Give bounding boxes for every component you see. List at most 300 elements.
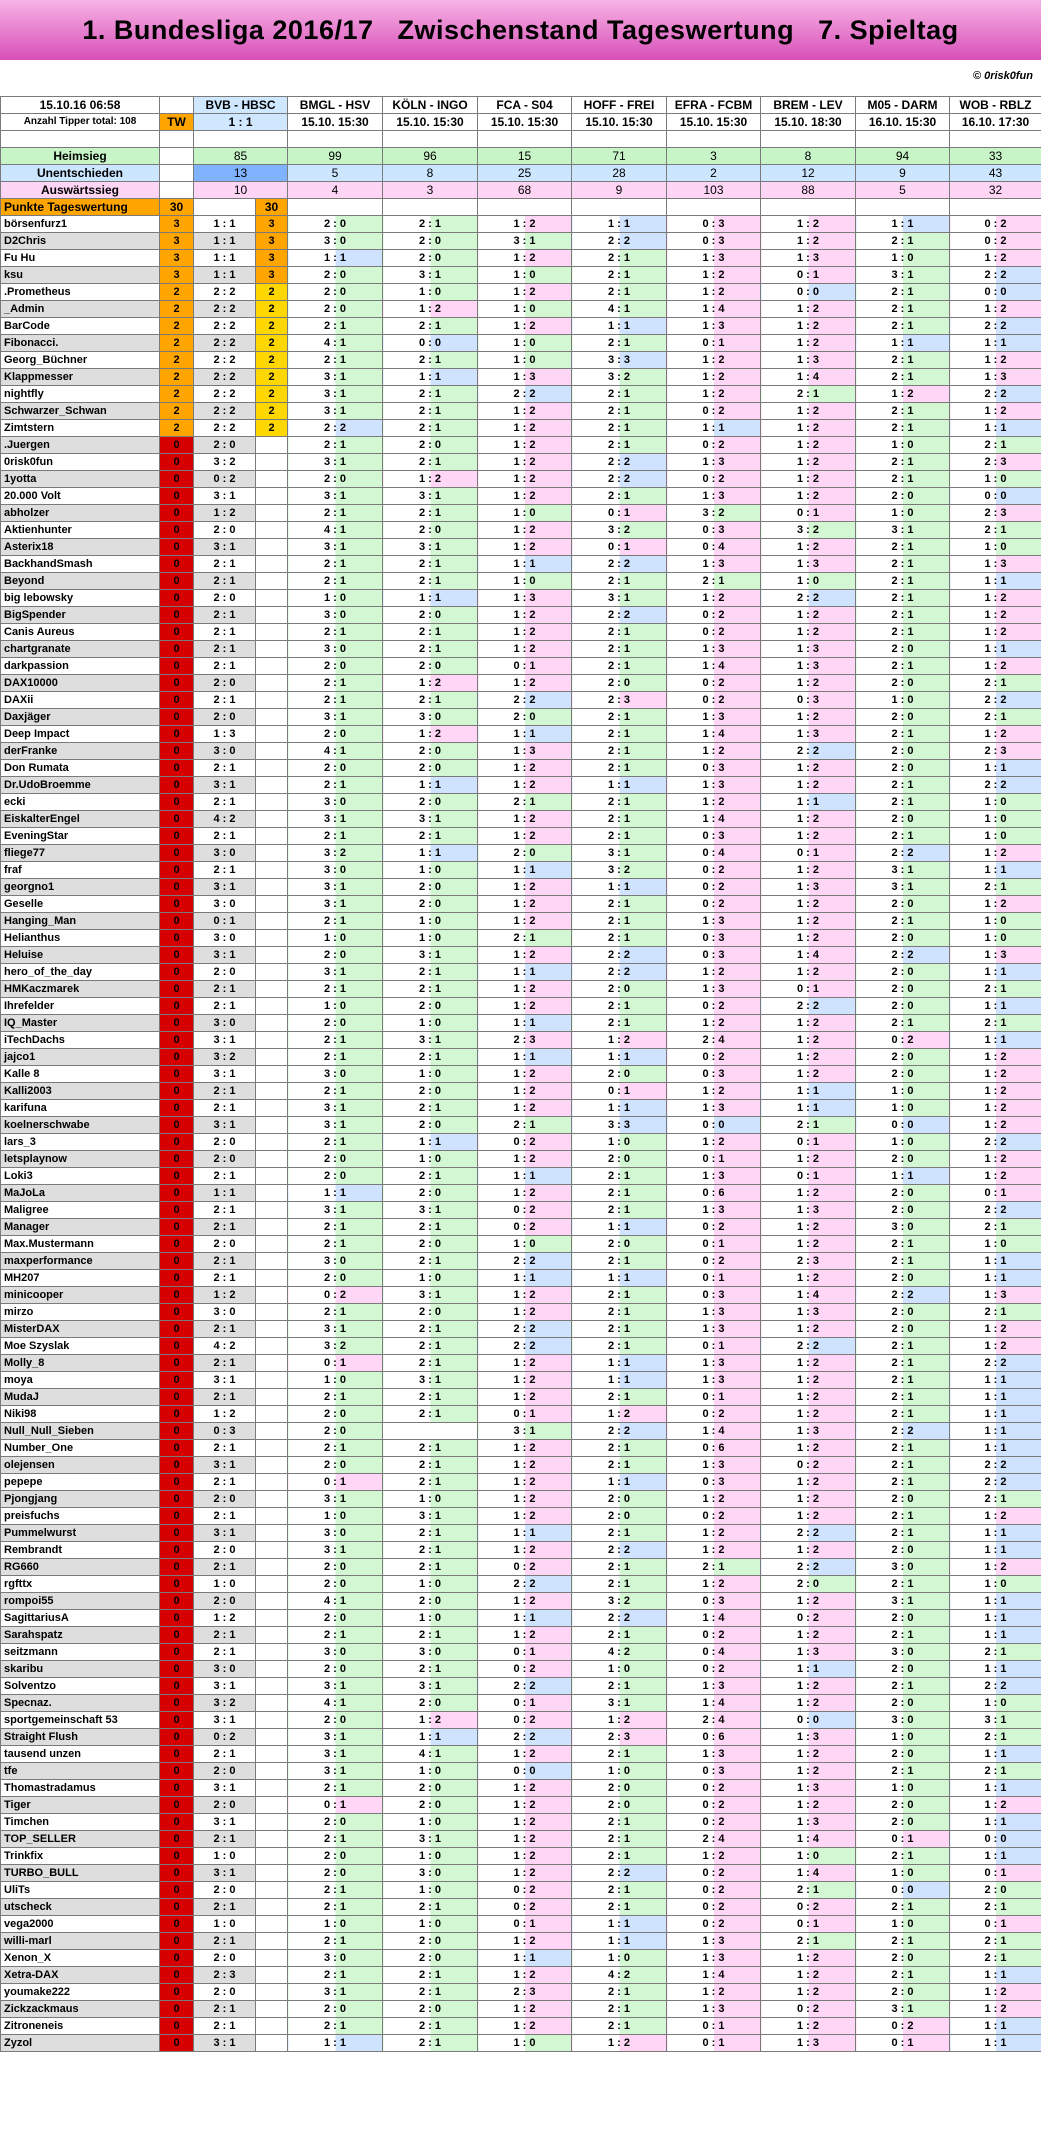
stat-label-unent: Unentschieden	[1, 165, 160, 182]
match-tip: 1 : 1	[572, 1049, 667, 1066]
match-tip: 1 : 2	[478, 454, 572, 471]
match-tip: 1 : 2	[478, 1151, 572, 1168]
match-tip: 2 : 1	[950, 1899, 1041, 1916]
match-tip: 0 : 2	[856, 1032, 950, 1049]
tw-points: 0	[160, 1134, 194, 1151]
match-tip: 2 : 0	[383, 658, 478, 675]
match-tip: 2 : 1	[383, 1355, 478, 1372]
tw-points: 0	[160, 1559, 194, 1576]
match-tip: 1 : 2	[478, 1304, 572, 1321]
bvb-points	[256, 845, 288, 862]
match-tip: 1 : 1	[572, 777, 667, 794]
match-tip: 1 : 0	[383, 1814, 478, 1831]
tw-points: 0	[160, 505, 194, 522]
match-tip: 1 : 0	[383, 913, 478, 930]
match-tip: 0 : 2	[950, 233, 1041, 250]
bvb-points: 3	[256, 216, 288, 233]
bvb-points: 2	[256, 420, 288, 437]
match-tip: 2 : 0	[383, 1933, 478, 1950]
match-tip: 2 : 1	[856, 1678, 950, 1695]
match-tip: 2 : 1	[856, 1406, 950, 1423]
match-tip: 1 : 2	[761, 488, 856, 505]
match-tip: 1 : 1	[572, 1355, 667, 1372]
match-tip: 2 : 0	[383, 437, 478, 454]
bvb-points	[256, 1865, 288, 1882]
bvb-points	[256, 1372, 288, 1389]
match-tip: 0 : 2	[667, 437, 761, 454]
tw-points: 0	[160, 981, 194, 998]
match-tip: 1 : 2	[478, 318, 572, 335]
bvb-tip: 2 : 1	[194, 1100, 256, 1117]
match-tip: 1 : 2	[761, 964, 856, 981]
match-tip: 1 : 2	[478, 2001, 572, 2018]
match-tip: 0 : 1	[667, 335, 761, 352]
match-tip: 0 : 0	[856, 1117, 950, 1134]
match-tip: 2 : 0	[288, 1661, 383, 1678]
bvb-tip: 2 : 1	[194, 556, 256, 573]
tipper-name: Tiger	[1, 1797, 160, 1814]
stat-heimsieg-6: 8	[761, 148, 856, 165]
bvb-tip: 2 : 0	[194, 522, 256, 539]
match-tip: 1 : 4	[761, 1865, 856, 1882]
table-row	[1, 743, 1041, 760]
match-tip: 1 : 3	[761, 1729, 856, 1746]
tipper-name: Dr.UdoBroemme	[1, 777, 160, 794]
match-tip: 2 : 1	[572, 1015, 667, 1032]
match-tip: 2 : 1	[572, 709, 667, 726]
bvb-points	[256, 1185, 288, 1202]
table-row	[1, 1678, 1041, 1695]
bvb-tip: 2 : 0	[194, 437, 256, 454]
match-tip: 1 : 2	[761, 709, 856, 726]
bvb-tip: 2 : 1	[194, 760, 256, 777]
match-tip: 2 : 1	[572, 1627, 667, 1644]
match-tip: 2 : 3	[478, 1032, 572, 1049]
match-tip: 2 : 2	[856, 845, 950, 862]
match-tip: 0 : 2	[667, 1882, 761, 1899]
match-tip: 3 : 1	[856, 522, 950, 539]
bvb-tip: 3 : 1	[194, 2035, 256, 2052]
bvb-tip: 2 : 0	[194, 1984, 256, 2001]
match-tip: 1 : 2	[950, 624, 1041, 641]
match-tip: 1 : 2	[761, 403, 856, 420]
bvb-points	[256, 1950, 288, 1967]
match-tip: 3 : 1	[572, 845, 667, 862]
match-tip: 2 : 1	[856, 471, 950, 488]
stat-heimsieg-1: 99	[288, 148, 383, 165]
match-tip: 2 : 1	[950, 981, 1041, 998]
bvb-tip: 2 : 1	[194, 1644, 256, 1661]
match-tip: 2 : 1	[383, 216, 478, 233]
table-row	[1, 1865, 1041, 1882]
match-tip: 3 : 0	[383, 1865, 478, 1882]
match-tip: 1 : 2	[761, 760, 856, 777]
match-tip: 2 : 0	[856, 811, 950, 828]
match-tip: 1 : 2	[478, 828, 572, 845]
match-tip: 1 : 3	[667, 709, 761, 726]
match-tip: 1 : 1	[478, 726, 572, 743]
stat-label-heimsieg: Heimsieg	[1, 148, 160, 165]
bvb-points	[256, 1627, 288, 1644]
match-tip: 2 : 0	[383, 1185, 478, 1202]
match-tip: 3 : 1	[383, 1372, 478, 1389]
match-tip: 0 : 2	[950, 216, 1041, 233]
match-tip: 2 : 1	[667, 573, 761, 590]
tw-points: 0	[160, 1525, 194, 1542]
table-row	[1, 862, 1041, 879]
match-tip: 2 : 0	[383, 233, 478, 250]
table-row	[1, 1219, 1041, 1236]
bvb-tip: 1 : 0	[194, 1916, 256, 1933]
match-tip: 2 : 1	[856, 1627, 950, 1644]
match-tip: 2 : 2	[572, 454, 667, 471]
tipper-name: Pjongjang	[1, 1491, 160, 1508]
match-tip: 2 : 1	[856, 913, 950, 930]
match-tip: 2 : 4	[667, 1032, 761, 1049]
tipper-name: Niki98	[1, 1406, 160, 1423]
match-tip: 0 : 0	[950, 1831, 1041, 1848]
match-tip: 2 : 2	[950, 1474, 1041, 1491]
match-tip: 1 : 4	[667, 811, 761, 828]
table-row	[1, 1185, 1041, 1202]
match-tip: 0 : 2	[667, 862, 761, 879]
match-tip: 1 : 2	[478, 879, 572, 896]
tw-points: 3	[160, 216, 194, 233]
match-tip: 2 : 1	[572, 1287, 667, 1304]
match-tip: 2 : 1	[288, 1933, 383, 1950]
match-5: EFRA - FCBM	[667, 97, 761, 114]
bvb-points	[256, 1967, 288, 1984]
match-tip: 2 : 1	[856, 1508, 950, 1525]
match-tip: 2 : 0	[288, 1457, 383, 1474]
bvb-tip: 2 : 0	[194, 1797, 256, 1814]
match-tip: 2 : 1	[572, 437, 667, 454]
punkte-bvb: 30	[256, 199, 288, 216]
match-tip: 0 : 2	[667, 1814, 761, 1831]
bvb-points: 2	[256, 318, 288, 335]
bvb-points	[256, 794, 288, 811]
match-tip: 1 : 2	[950, 1066, 1041, 1083]
match-tip: 0 : 2	[478, 1559, 572, 1576]
tw-points: 0	[160, 1933, 194, 1950]
match-tip: 1 : 3	[667, 1304, 761, 1321]
match-tip: 2 : 1	[288, 437, 383, 454]
match-tip: 2 : 2	[572, 1610, 667, 1627]
match-tip: 1 : 2	[478, 981, 572, 998]
tw-points: 0	[160, 1491, 194, 1508]
tipper-name: Timchen	[1, 1814, 160, 1831]
tipper-name: börsenfurz1	[1, 216, 160, 233]
match-tip: 2 : 1	[856, 301, 950, 318]
bvb-points	[256, 641, 288, 658]
match-tip: 2 : 0	[856, 488, 950, 505]
match-tip: 2 : 1	[572, 658, 667, 675]
table-row	[1, 1644, 1041, 1661]
match-tip: 2 : 1	[856, 1457, 950, 1474]
match-tip: 3 : 1	[288, 1763, 383, 1780]
match-tip: 1 : 2	[667, 284, 761, 301]
bvb-tip: 1 : 1	[194, 250, 256, 267]
match-tip: 1 : 2	[761, 777, 856, 794]
match-tip: 0 : 2	[667, 1797, 761, 1814]
bvb-tip: 2 : 1	[194, 1559, 256, 1576]
table-row	[1, 930, 1041, 947]
table-row	[1, 1491, 1041, 1508]
match-tip: 2 : 2	[478, 386, 572, 403]
bvb-points	[256, 709, 288, 726]
bvb-points	[256, 1491, 288, 1508]
table-row	[1, 369, 1041, 386]
match-tip: 1 : 2	[761, 1219, 856, 1236]
bvb-points: 3	[256, 233, 288, 250]
match-tip: 1 : 2	[478, 1814, 572, 1831]
match-tip: 2 : 3	[572, 1729, 667, 1746]
tipper-name: Maligree	[1, 1202, 160, 1219]
match-tip: 2 : 2	[950, 1134, 1041, 1151]
bvb-points	[256, 1083, 288, 1100]
bvb-tip: 3 : 1	[194, 1814, 256, 1831]
match-tip: 2 : 1	[572, 828, 667, 845]
tipper-name: Fu Hu	[1, 250, 160, 267]
tipper-name: Loki3	[1, 1168, 160, 1185]
stat-heimsieg-7: 94	[856, 148, 950, 165]
match-tip: 2 : 0	[572, 1151, 667, 1168]
bvb-points	[256, 1338, 288, 1355]
match-tip: 2 : 1	[856, 1355, 950, 1372]
match-tip: 1 : 1	[950, 1967, 1041, 1984]
match-tip: 1 : 3	[667, 1950, 761, 1967]
match-tip: 0 : 2	[667, 1406, 761, 1423]
bvb-points: 2	[256, 352, 288, 369]
match-tip: 1 : 2	[667, 1015, 761, 1032]
match-tip: 1 : 1	[856, 1168, 950, 1185]
match-tip: 3 : 1	[288, 896, 383, 913]
tw-points: 0	[160, 1117, 194, 1134]
tipper-name: moya	[1, 1372, 160, 1389]
bvb-points	[256, 1593, 288, 1610]
match-tip: 0 : 1	[572, 1083, 667, 1100]
match-tip: 2 : 1	[572, 641, 667, 658]
match-tip: 0 : 1	[761, 981, 856, 998]
tw-points: 0	[160, 726, 194, 743]
match-tip: 0 : 2	[478, 1712, 572, 1729]
match-tip: 2 : 1	[856, 590, 950, 607]
tw-points: 2	[160, 403, 194, 420]
match-tip: 0 : 1	[667, 1270, 761, 1287]
match-tip: 2 : 0	[383, 1797, 478, 1814]
bvb-points	[256, 505, 288, 522]
bvb-points	[256, 1814, 288, 1831]
tw-points: 0	[160, 1287, 194, 1304]
match-tip: 2 : 2	[572, 233, 667, 250]
match-tip: 1 : 4	[667, 1967, 761, 1984]
match-tip: 1 : 3	[761, 726, 856, 743]
match-tip: 2 : 0	[288, 1151, 383, 1168]
match-tip: 2 : 2	[950, 1678, 1041, 1695]
bvb-tip: 2 : 0	[194, 1763, 256, 1780]
match-tip: 1 : 2	[761, 1695, 856, 1712]
table-row	[1, 692, 1041, 709]
match-tip: 2 : 1	[288, 2018, 383, 2035]
match-tip: 1 : 2	[478, 913, 572, 930]
match-tip: 0 : 0	[950, 284, 1041, 301]
bvb-points	[256, 1916, 288, 1933]
match-tip: 0 : 4	[667, 539, 761, 556]
match-tip: 1 : 2	[478, 1508, 572, 1525]
bvb-points	[256, 947, 288, 964]
match-tip: 1 : 2	[383, 726, 478, 743]
match-tip: 1 : 0	[950, 1236, 1041, 1253]
table-row	[1, 1661, 1041, 1678]
bvb-points	[256, 522, 288, 539]
match-tip: 2 : 3	[478, 1984, 572, 2001]
tipper-name: ksu	[1, 267, 160, 284]
bvb-points	[256, 1763, 288, 1780]
table-row	[1, 1440, 1041, 1457]
match-tip: 2 : 1	[667, 1559, 761, 1576]
match-tip: 0 : 2	[667, 675, 761, 692]
tipper-name: fraf	[1, 862, 160, 879]
bvb-tip: 4 : 2	[194, 1338, 256, 1355]
tw-points: 0	[160, 930, 194, 947]
tw-points: 0	[160, 1304, 194, 1321]
stat-bvb-ausw: 10	[194, 182, 288, 199]
bvb-tip: 1 : 2	[194, 505, 256, 522]
match-tip: 1 : 2	[856, 386, 950, 403]
match-tip: 1 : 1	[950, 1389, 1041, 1406]
table-row	[1, 1984, 1041, 2001]
match-tip: 0 : 1	[856, 2035, 950, 2052]
match-tip: 2 : 1	[856, 1763, 950, 1780]
match-tip: 0 : 3	[667, 1474, 761, 1491]
tipper-name: SagittariusA	[1, 1610, 160, 1627]
table-row	[1, 607, 1041, 624]
match-tip: 2 : 0	[856, 1984, 950, 2001]
match-tip: 3 : 0	[288, 607, 383, 624]
bvb-points	[256, 573, 288, 590]
table-row	[1, 1593, 1041, 1610]
bvb-tip: 3 : 1	[194, 1780, 256, 1797]
bvb-points	[256, 2035, 288, 2052]
match-tip: 2 : 0	[856, 1185, 950, 1202]
match-tip: 1 : 2	[761, 1678, 856, 1695]
bvb-points	[256, 811, 288, 828]
bvb-tip: 2 : 1	[194, 981, 256, 998]
match-tip: 1 : 2	[761, 335, 856, 352]
match-tip: 2 : 1	[856, 318, 950, 335]
tw-points: 0	[160, 862, 194, 879]
match-tip: 0 : 2	[667, 896, 761, 913]
table-row	[1, 590, 1041, 607]
match-tip: 1 : 3	[667, 318, 761, 335]
match-tip: 1 : 2	[667, 1134, 761, 1151]
match-tip: 2 : 1	[856, 1253, 950, 1270]
match-tip: 1 : 3	[761, 1814, 856, 1831]
tipper-name: BigSpender	[1, 607, 160, 624]
match-tip: 2 : 1	[288, 1032, 383, 1049]
match-tip: 1 : 2	[667, 267, 761, 284]
match-tip: 3 : 0	[856, 1712, 950, 1729]
match-tip: 2 : 1	[383, 1219, 478, 1236]
tw-points: 2	[160, 335, 194, 352]
match-tip: 1 : 3	[761, 1304, 856, 1321]
bvb-tip: 0 : 3	[194, 1423, 256, 1440]
match-tip: 4 : 2	[572, 1967, 667, 1984]
match-tip: 1 : 1	[950, 1253, 1041, 1270]
tw-points: 0	[160, 964, 194, 981]
tw-points: 0	[160, 1236, 194, 1253]
match-tip: 2 : 2	[856, 1287, 950, 1304]
match-tip: 1 : 2	[478, 1848, 572, 1865]
match-tip: 2 : 2	[856, 1423, 950, 1440]
match-tip: 1 : 0	[950, 539, 1041, 556]
stat-label-ausw: Auswärtssieg	[1, 182, 160, 199]
bvb-tip: 3 : 0	[194, 845, 256, 862]
match-tip: 1 : 2	[478, 777, 572, 794]
match-tip: 3 : 1	[383, 1287, 478, 1304]
match-tip: 2 : 1	[950, 1729, 1041, 1746]
match-tip: 1 : 1	[572, 1219, 667, 1236]
match-tip: 2 : 0	[288, 216, 383, 233]
match-5-time: 15.10. 15:30	[667, 114, 761, 131]
match-tip: 2 : 1	[761, 1117, 856, 1134]
match-tip: 1 : 1	[478, 1950, 572, 1967]
match-tip: 2 : 1	[572, 1525, 667, 1542]
table-row	[1, 1253, 1041, 1270]
tipper-name: sportgemeinschaft 53	[1, 1712, 160, 1729]
match-tip: 0 : 1	[761, 267, 856, 284]
tw-points: 0	[160, 1916, 194, 1933]
tipper-name: Fibonacci.	[1, 335, 160, 352]
match-tip: 1 : 2	[950, 1797, 1041, 1814]
match-tip: 1 : 4	[667, 1423, 761, 1440]
match-tip: 1 : 2	[572, 2035, 667, 2052]
table-row	[1, 1797, 1041, 1814]
match-tip: 1 : 2	[478, 1933, 572, 1950]
match-tip: 1 : 2	[383, 471, 478, 488]
match-tip: 1 : 3	[761, 2035, 856, 2052]
table-row	[1, 437, 1041, 454]
tipper-name: Max.Mustermann	[1, 1236, 160, 1253]
match-tip: 3 : 1	[383, 1508, 478, 1525]
match-tip: 1 : 0	[572, 1950, 667, 1967]
match-tip: 2 : 1	[288, 624, 383, 641]
match-tip: 3 : 2	[288, 1338, 383, 1355]
bvb-tip: 2 : 2	[194, 386, 256, 403]
tw-points: 0	[160, 1695, 194, 1712]
match-tip: 3 : 3	[572, 1117, 667, 1134]
match-tip: 2 : 1	[383, 624, 478, 641]
tipper-name: .Prometheus	[1, 284, 160, 301]
match-tip: 2 : 1	[288, 913, 383, 930]
match-tip: 2 : 1	[383, 1321, 478, 1338]
table-row	[1, 1304, 1041, 1321]
bvb-points	[256, 1117, 288, 1134]
match-tip: 1 : 2	[478, 1083, 572, 1100]
match-tip: 2 : 0	[383, 1950, 478, 1967]
bvb-tip: 1 : 3	[194, 726, 256, 743]
bvb-points	[256, 2018, 288, 2035]
table-row	[1, 1950, 1041, 1967]
match-tip: 0 : 2	[478, 1899, 572, 1916]
match-tip: 1 : 3	[667, 250, 761, 267]
match-tip: 2 : 2	[950, 386, 1041, 403]
table-row	[1, 879, 1041, 896]
match-tip: 2 : 1	[288, 1083, 383, 1100]
bvb-tip: 3 : 0	[194, 1015, 256, 1032]
table-row	[1, 1559, 1041, 1576]
match-tip: 2 : 1	[572, 1185, 667, 1202]
